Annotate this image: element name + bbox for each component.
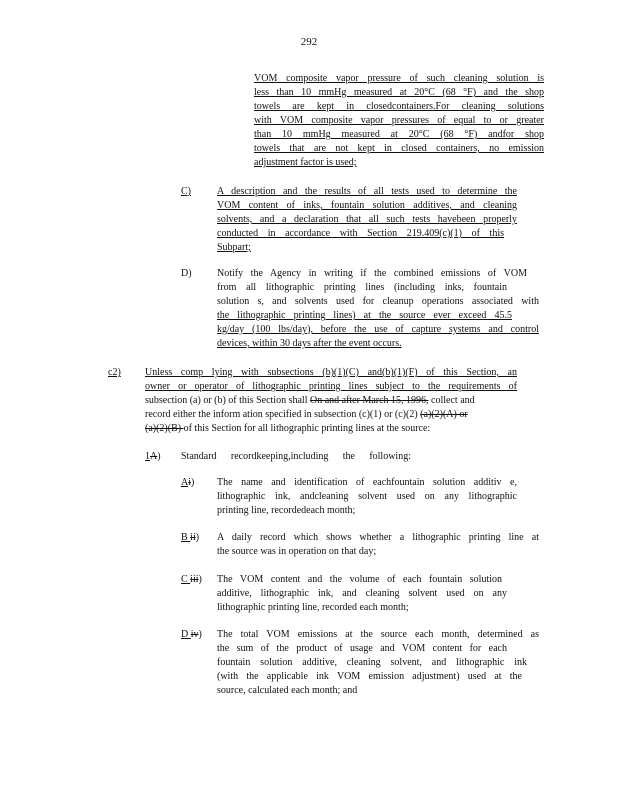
label-new: C bbox=[181, 574, 191, 585]
text-line: additive, lithographic ink, and cleaning solvent used on any bbox=[217, 588, 507, 599]
text-line: adjustment factor is used; bbox=[254, 157, 357, 168]
text-run: of this Section for all lithographic printing lines at the source: bbox=[183, 423, 431, 434]
label-paren: ) bbox=[157, 451, 161, 462]
text-line: from all lithographic printing lines (including inks, fountain bbox=[217, 282, 507, 293]
text-line: towels that are not kept in closed containers, no emission bbox=[254, 143, 544, 154]
text-line: than 10 mmHg measured at 20°C (68 °F) andfor shop bbox=[254, 129, 544, 140]
item-a-text bbox=[217, 476, 517, 518]
text-line: The total VOM emissions at the source each month, determined as bbox=[217, 629, 539, 640]
text-line: VOM content of inks, fountain solution additives, and cleaning bbox=[217, 200, 517, 211]
text-run: collect and bbox=[428, 395, 475, 406]
vom-pressure-paragraph bbox=[254, 72, 544, 170]
item-b-text bbox=[217, 531, 539, 559]
item-1-label bbox=[145, 450, 161, 464]
text-line: the sum of the product of usage and VOM content for each bbox=[217, 643, 507, 654]
label-old: i bbox=[188, 477, 192, 488]
text-line: lithographic printing line, recorded each month; bbox=[217, 602, 409, 613]
item-cc-label bbox=[181, 573, 202, 587]
text-run: record either the inform ation specified in subsection (c)(1) or (c)(2) bbox=[145, 409, 421, 420]
text-line: kg/day (100 lbs/day), before the use of capture systems and control bbox=[217, 324, 539, 335]
label-new: B bbox=[181, 532, 191, 543]
text-line: A description and the results of all tests used to determine the bbox=[217, 186, 517, 197]
item-cc-text bbox=[217, 573, 507, 615]
text-line: The VOM content and the volume of each fountain solution bbox=[217, 574, 502, 585]
label-old: A bbox=[150, 451, 158, 462]
label-old: iii bbox=[190, 574, 199, 585]
text-line: less than 10 mmHg measured at 20°C (68 °F) and the shop bbox=[254, 87, 544, 98]
text-line: with VOM composite vapor pressures of equal to or greater bbox=[254, 115, 544, 126]
item-d-text bbox=[217, 267, 539, 351]
text-line bbox=[145, 408, 540, 422]
label-old: iv bbox=[190, 629, 199, 640]
text-line: towels are kept in closedcontainers.For cleaning solutions bbox=[254, 101, 544, 112]
text-line: The name and identification of eachfountain solution additiv e, bbox=[217, 477, 517, 488]
text-line bbox=[145, 394, 540, 408]
item-dd-label bbox=[181, 628, 202, 642]
deleted-text: On and after March 15, 1996, bbox=[309, 395, 429, 406]
item-b-label bbox=[181, 531, 199, 545]
label-old: ii bbox=[190, 532, 196, 543]
text-line: Notify the Agency in writing if the combined emissions of VOM bbox=[217, 268, 527, 279]
label-new: A bbox=[181, 477, 189, 488]
deleted-text: (a)(2)(B) bbox=[145, 423, 184, 434]
label-paren: ) bbox=[198, 574, 202, 585]
text-line: A daily record which shows whether a lithographic printing line at bbox=[217, 532, 539, 543]
text-line: source, calculated each month; and bbox=[217, 685, 358, 696]
c2-label-text: c2) bbox=[108, 367, 121, 378]
item-d-label: D) bbox=[181, 268, 192, 279]
item-1-text bbox=[181, 450, 411, 464]
text-line: fountain solution additive, cleaning solvent, and lithographic ink bbox=[217, 657, 527, 668]
c2-label bbox=[108, 366, 121, 380]
page-number: 292 bbox=[300, 36, 318, 48]
text-line: Standard recordkeeping,including the following: bbox=[181, 451, 411, 462]
text-line: solvents, and a declaration that all such tests havebeen properly bbox=[217, 214, 517, 225]
item-dd-text bbox=[217, 628, 539, 698]
text-line: the lithographic printing lines) at the source ever exceed 45.5 bbox=[217, 310, 512, 321]
item-a-label bbox=[181, 476, 194, 490]
text-line: the source was in operation on that day; bbox=[217, 546, 377, 557]
text-line: printing line, recordedeach month; bbox=[217, 505, 356, 516]
text-line bbox=[145, 422, 540, 436]
text-line: (with the applicable ink VOM emission adjustment) used at the bbox=[217, 671, 522, 682]
text-line: VOM composite vapor pressure of such cleaning solution is bbox=[254, 73, 544, 84]
label-paren: ) bbox=[198, 629, 202, 640]
label-new: D bbox=[181, 629, 191, 640]
c2-text bbox=[145, 366, 540, 436]
text-run: subsection (a) or (b) of this Section shall bbox=[145, 395, 310, 406]
label-paren: ) bbox=[195, 532, 200, 543]
text-line: devices, within 30 days after the event occurs. bbox=[217, 338, 402, 349]
text-line: Unless comp lying with subsections (b)(1)(C) and(b)(1)(F) of this Section, an bbox=[145, 367, 517, 378]
item-c-text bbox=[217, 185, 517, 255]
deleted-text: (a)(2)(A) or bbox=[420, 409, 468, 420]
text-line: conducted in accordance with Section 219.409(c)(1) of this bbox=[217, 228, 504, 239]
text-line: owner or operator of lithographic printing lines subject to the requirements of bbox=[145, 381, 517, 392]
label-new: 1 bbox=[145, 451, 150, 462]
text-line: lithographic ink, andcleaning solvent used on any lithographic bbox=[217, 491, 517, 502]
text-line: solution s, and solvents used for cleanup operations associated with bbox=[217, 296, 539, 307]
item-c-label: C) bbox=[181, 186, 191, 197]
text-line: Subpart; bbox=[217, 242, 251, 253]
label-paren: ) bbox=[191, 477, 195, 488]
